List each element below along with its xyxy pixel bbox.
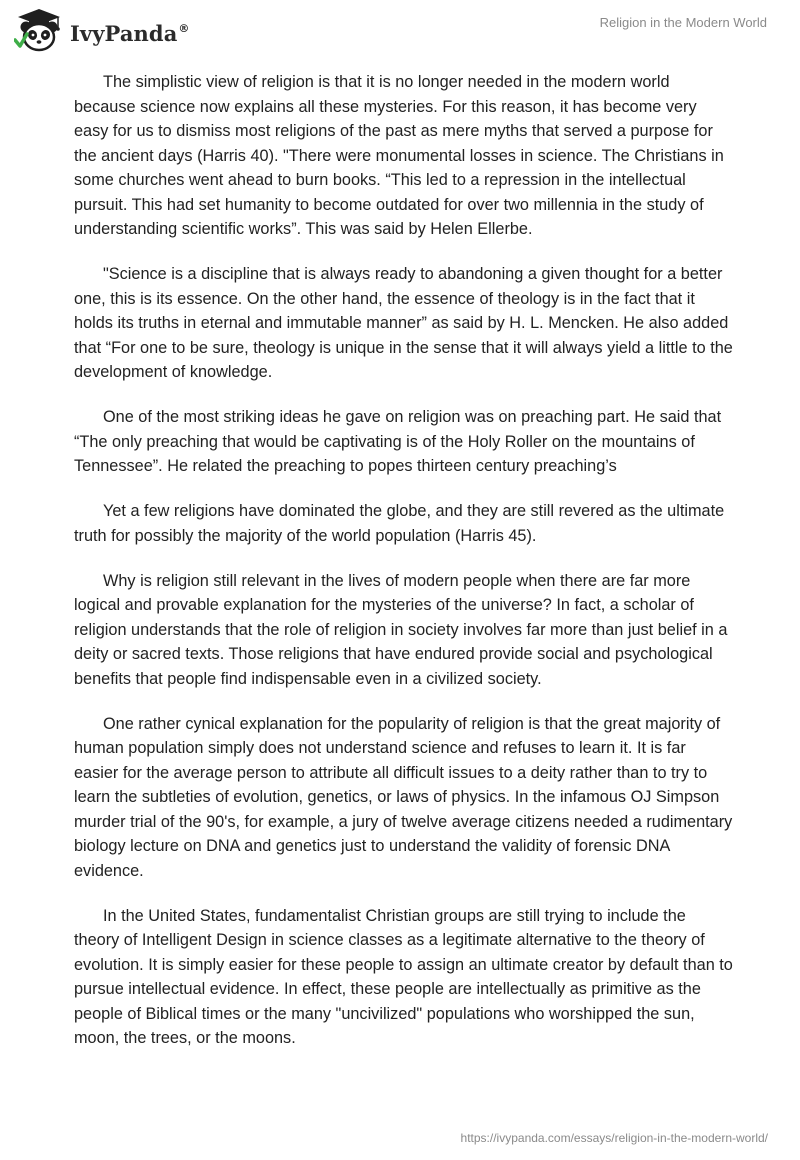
- registered-mark: ®: [178, 21, 190, 35]
- paragraph: One of the most striking ideas he gave on religion was on preaching part. He said that “The only preaching that would be captivating is of the Holy Roller on the mountains of Tennessee”. He related the preaching to popes thirteen century preaching’s: [74, 408, 722, 475]
- essay-body: [74, 70, 734, 1071]
- source-url[interactable]: https://ivypanda.com/essays/religion-in-the-modern-world/: [460, 1131, 768, 1145]
- panda-graduate-icon: [14, 8, 64, 54]
- paragraph: Why is religion still relevant in the lives of modern people when there are far more logical and provable explanation for the mysteries of the universe? In fact, a scholar of religion understands that the role of religion in society involves far more than just belief in a deity or sacred texts. Those religions that have endured provide social and psychological benefits that people find indispensable even in a civilized society.: [74, 571, 728, 688]
- logo-text: IvyPanda: [70, 20, 178, 46]
- paragraph: One rather cynical explanation for the popularity of religion is that the great majority of human population simply does not understand science and refuses to learn it. It is far easier for the average person to attribute all difficult issues to a deity rather than to try to learn the subtleties of evolution, genetics, or laws of physics. In the infamous OJ Simpson murder trial of the 90's, for example, a jury of twelve average citizens needed a rudimentary biology lecture on DNA and genetics just to understand the validity of forensic DNA evidence.: [74, 714, 733, 880]
- document-title: Religion in the Modern World: [599, 15, 767, 30]
- paragraph: Yet a few religions have dominated the globe, and they are still revered as the ultimate truth for possibly the majority of the world population (Harris 45).: [74, 502, 725, 545]
- ivypanda-logo[interactable]: [14, 8, 190, 54]
- paragraph: The simplistic view of religion is that it is no longer needed in the modern world because science now explains all these mysteries. For this reason, it has become very easy for us to dismiss most religions of the past as mere myths that served a purpose for the ancient days (Harris 40). "There were monumental losses in science. The Christians in some churches went ahead to burn books. “This led to a repression in the intellectual pursuit. This had set humanity to become outdated for over two millennia in the study of understanding scientific works”. This was said by Helen Ellerbe.: [74, 73, 724, 238]
- page-header: [0, 0, 800, 60]
- logo-wordmark: [70, 21, 190, 46]
- paragraph: In the United States, fundamentalist Christian groups are still trying to include the theory of Intelligent Design in science classes as a legitimate alternative to the theory of evolution. It is simply easier for these people to assign an ultimate creator by default than to pursue intellectual evidence. In effect, these people are intellectually as primitive as the people of Biblical times or the many "uncivilized" populations who worshipped the sun, moon, the trees, or the moons.: [74, 906, 733, 1047]
- paragraph: "Science is a discipline that is always ready to abandoning a given thought for a better one, this is its essence. On the other hand, the essence of theology is in the fact that it holds its truths in eternal and immutable manner” as said by H. L. Mencken. He also added that “For one to be sure, theology is unique in the sense that it will always yield a little to the development of knowledge.: [74, 265, 733, 381]
